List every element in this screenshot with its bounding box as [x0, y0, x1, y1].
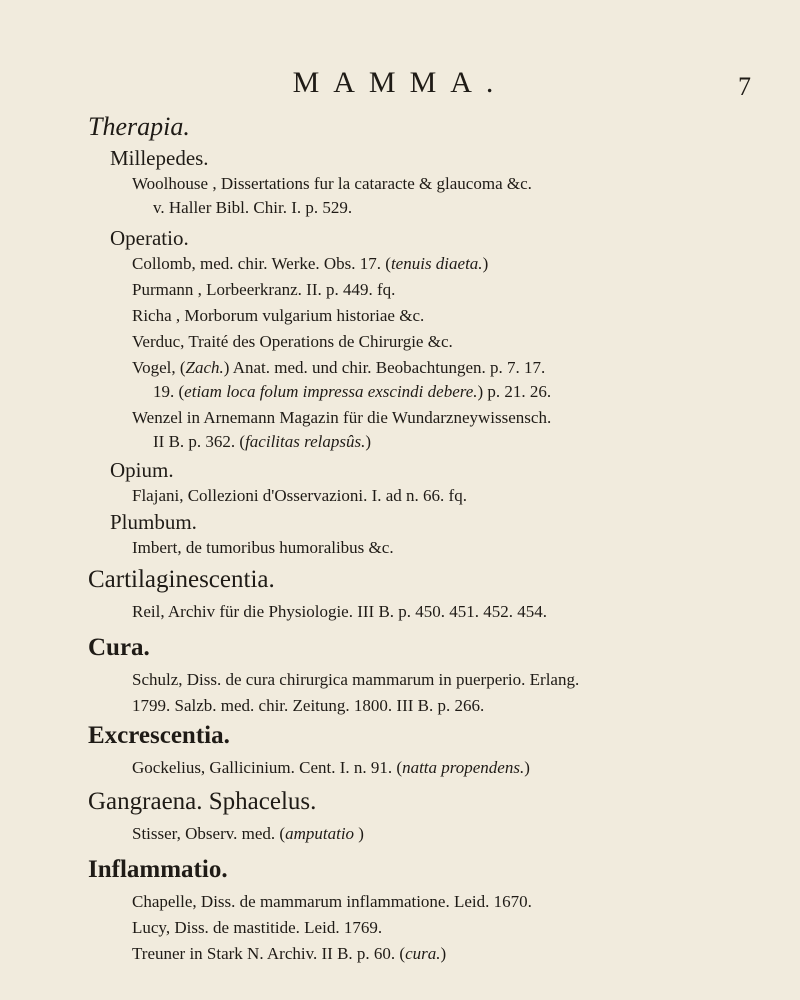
ref-woolhouse: Woolhouse , Dissertations fur la cataracte & glaucoma &c. [132, 174, 532, 193]
heading-excrescentia: Excrescentia. [88, 722, 230, 749]
section-title-therapia: Therapia. [88, 112, 190, 141]
ref-collomb [132, 254, 488, 274]
heading-opium: Opium. [110, 458, 174, 482]
ref-reil: Reil, Archiv für die Physiologie. III B. p. 450. 451. 452. 454. [132, 602, 548, 621]
ref-purmann: Purmann , Lorbeerkranz. II. p. 449. fq. [132, 280, 396, 299]
ref-gockelius-close: ) [524, 758, 530, 777]
ref-imbert: Imbert, de tumoribus humoralibus &c. [132, 538, 394, 557]
ref-richa: Richa , Morborum vulgarium historiae &c. [132, 306, 425, 325]
ref-verduc: Verduc, Traité des Operations de Chirurgie &c. [132, 332, 453, 351]
ref-vogel-a: Vogel, ( [132, 358, 186, 377]
ref-vogel-note: Zach. [185, 358, 224, 377]
ref-wenzel-cont-b: ) [365, 432, 372, 451]
ref-vogel-b: ) Anat. med. und chir. Beobachtungen. p. 7. 17. [223, 358, 546, 377]
running-head: MAMMA. [292, 66, 508, 99]
page-number: 7 [738, 72, 751, 101]
ref-schulz-cont: 1799. Salzb. med. chir. Zeitung. 1800. III B. p. 266. [132, 696, 485, 715]
ref-stisser-text: Stisser, Observ. med. ( [132, 824, 286, 843]
ref-collomb-note: tenuis diaeta. [390, 254, 483, 273]
heading-plumbum: Plumbum. [110, 510, 197, 534]
ref-vogel-cont [153, 382, 551, 402]
ref-stisser-note: amputatio [285, 824, 355, 843]
ref-chapelle: Chapelle, Diss. de mammarum inflammatione. Leid. 1670. [132, 892, 532, 911]
ref-lucy: Lucy, Diss. de mastitide. Leid. 1769. [132, 918, 383, 937]
ref-wenzel-cont [153, 432, 371, 452]
ref-flajani: Flajani, Collezioni d'Osservazioni. I. ad n. 66. fq. [132, 486, 467, 505]
ref-treuner-close: ) [440, 944, 447, 963]
ref-woolhouse-cont: v. Haller Bibl. Chir. I. p. 529. [153, 198, 353, 217]
ref-treuner [132, 944, 446, 964]
ref-stisser [132, 824, 364, 844]
ref-treuner-note: cura. [405, 944, 441, 963]
ref-gockelius-text: Gockelius, Gallicinium. Cent. I. n. 91. ( [132, 758, 403, 777]
ref-vogel-cont-note: etiam loca folum impressa exscindi debere. [184, 382, 478, 401]
heading-cura: Cura. [88, 634, 150, 661]
ref-vogel-cont-a: 19. ( [153, 382, 185, 401]
ref-stisser-close: ) [354, 824, 364, 843]
ref-wenzel-cont-a: II B. p. 362. ( [153, 432, 246, 451]
ref-schulz: Schulz, Diss. de cura chirurgica mammarum in puerperio. Erlang. [132, 670, 580, 689]
heading-gangraena: Gangraena. Sphacelus. [88, 788, 317, 815]
heading-millepedes: Millepedes. [110, 146, 209, 170]
ref-wenzel-cont-note: facilitas relapsûs. [245, 432, 366, 451]
ref-gockelius-note: natta propendens. [402, 758, 525, 777]
ref-vogel-cont-b: ) p. 21. 26. [477, 382, 552, 401]
ref-wenzel: Wenzel in Arnemann Magazin für die Wundarzneywissensch. [132, 408, 552, 427]
ref-vogel [132, 358, 545, 378]
ref-treuner-text: Treuner in Stark N. Archiv. II B. p. 60. ( [132, 944, 406, 963]
heading-operatio: Operatio. [110, 226, 189, 250]
heading-cartilaginescentia: Cartilaginescentia. [88, 566, 275, 593]
ref-collomb-close: ) [482, 254, 489, 273]
heading-inflammatio: Inflammatio. [88, 856, 228, 883]
ref-collomb-text: Collomb, med. chir. Werke. Obs. 17. ( [132, 254, 391, 273]
ref-gockelius [132, 758, 530, 778]
